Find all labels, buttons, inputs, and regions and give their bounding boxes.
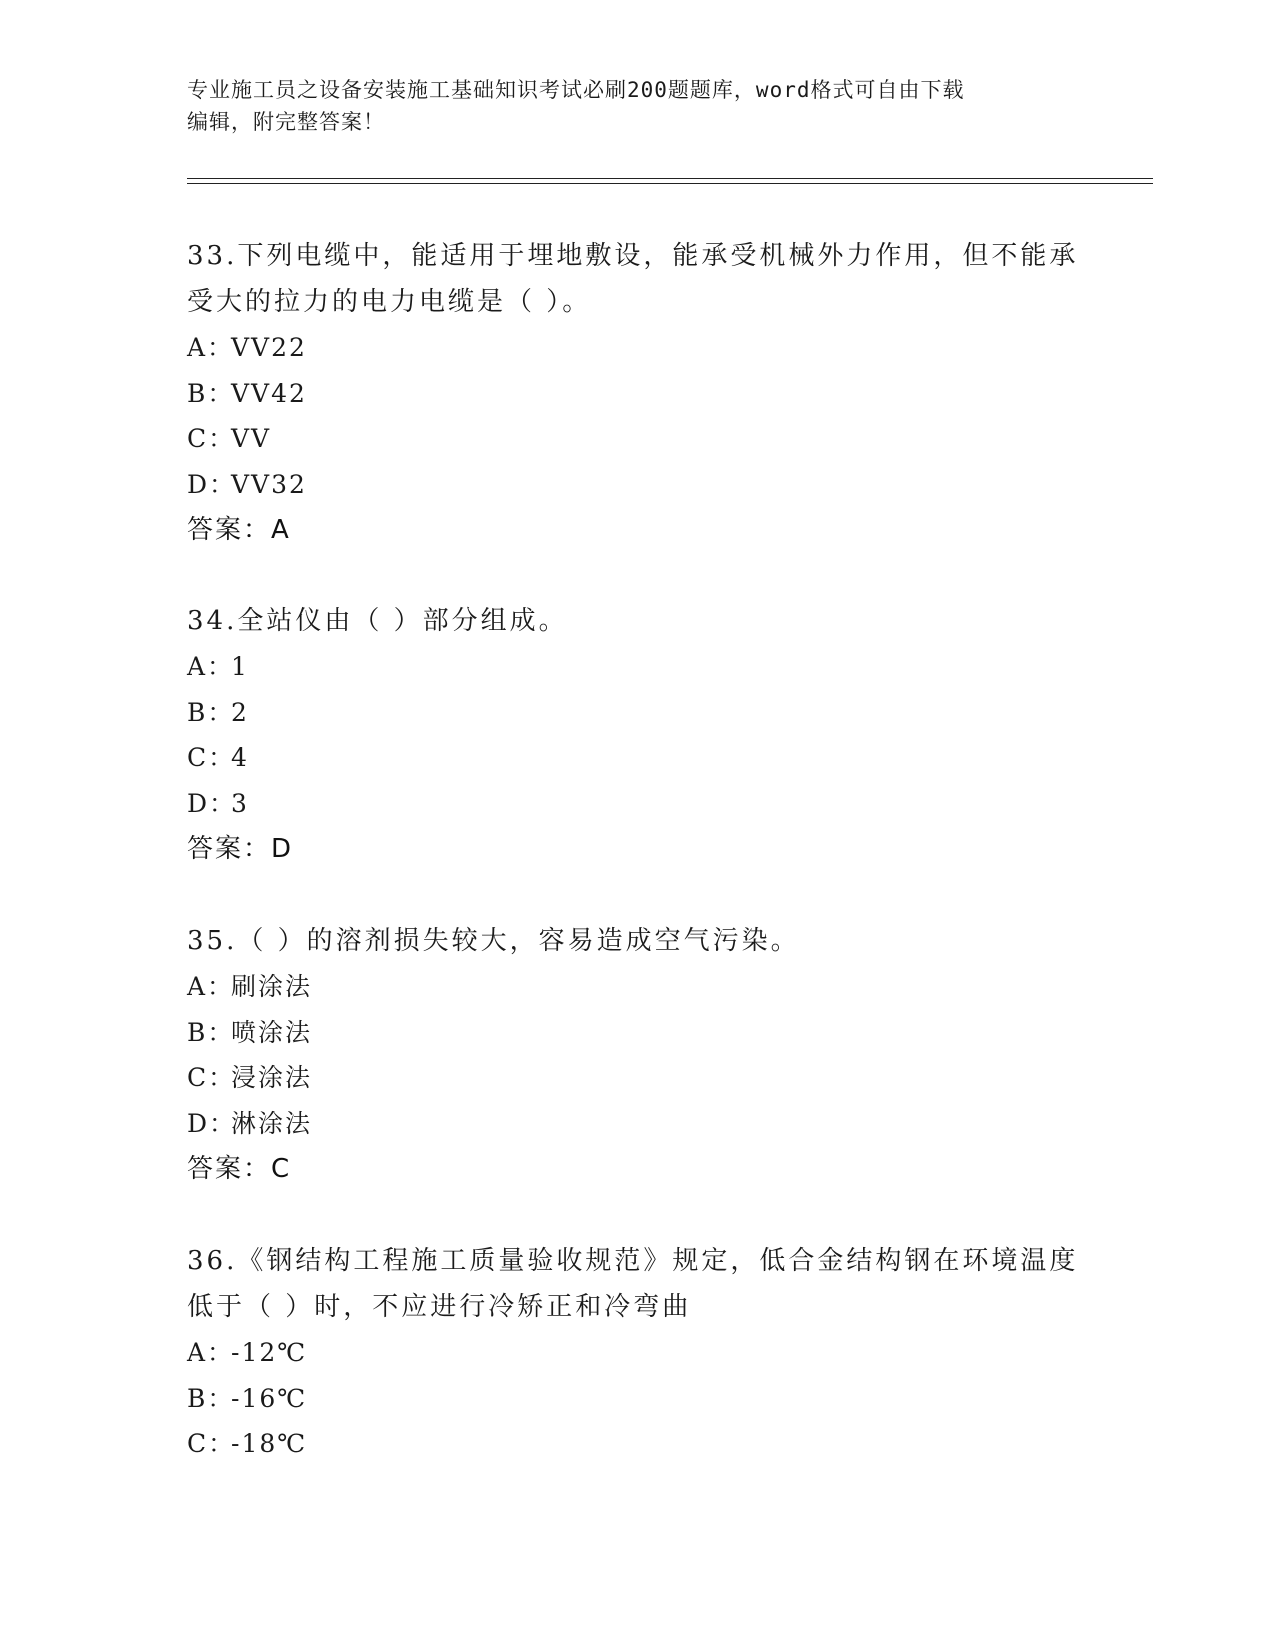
option-key: B： — [187, 1017, 235, 1047]
question-stem-line: 受大的拉力的电力电缆是（ ）。 — [187, 287, 592, 317]
option-d — [187, 781, 1087, 827]
option-c — [187, 735, 1087, 781]
question-36 — [187, 1238, 1087, 1467]
question-35 — [187, 918, 1087, 1192]
option-key: C： — [187, 1063, 236, 1092]
option-key: B： — [187, 378, 235, 408]
option-text: -16℃ — [231, 1383, 308, 1413]
document-header — [187, 74, 1087, 138]
question-stem-line: 36.《钢结构工程施工质量验收规范》规定，低合金结构钢在环境温度 — [187, 1246, 1079, 1276]
answer-line: 答案：C — [187, 1154, 292, 1184]
header-divider-bottom — [187, 183, 1153, 184]
option-key: C： — [187, 1429, 236, 1458]
option-text: 淋涂法 — [231, 1108, 313, 1138]
question-stem-line: 33.下列电缆中，能适用于埋地敷设，能承受机械外力作用，但不能承 — [187, 241, 1079, 271]
option-c — [187, 416, 1087, 462]
option-d — [187, 462, 1087, 508]
option-key: D： — [187, 469, 237, 499]
option-text: -18℃ — [231, 1429, 308, 1458]
option-key: B： — [187, 1383, 235, 1413]
option-key: C： — [187, 424, 236, 453]
option-text: VV22 — [231, 333, 307, 362]
option-c — [187, 1421, 1087, 1467]
option-b — [187, 371, 1087, 417]
question-34 — [187, 598, 1087, 872]
option-key: A： — [187, 333, 235, 362]
option-key: B： — [187, 697, 235, 727]
option-b — [187, 1376, 1087, 1422]
option-c — [187, 1055, 1087, 1101]
option-text: VV42 — [231, 378, 307, 408]
option-key: D： — [187, 788, 237, 818]
document-title-line-1: 专业施工员之设备安装施工基础知识考试必刷200题题库，word格式可自由下载 — [187, 78, 965, 102]
header-divider-top — [187, 178, 1153, 179]
option-text: 浸涂法 — [231, 1063, 313, 1092]
option-text: 2 — [231, 697, 249, 727]
option-a — [187, 1330, 1087, 1376]
option-text: 喷涂法 — [231, 1017, 313, 1047]
option-key: C： — [187, 743, 236, 772]
document-title-line-2: 编辑，附完整答案！ — [187, 110, 385, 134]
option-d — [187, 1101, 1087, 1147]
option-b — [187, 1010, 1087, 1056]
question-stem-line: 低于（ ）时，不应进行冷矫正和冷弯曲 — [187, 1292, 692, 1322]
option-key: A： — [187, 652, 235, 681]
question-stem-line: 34.全站仪由（ ）部分组成。 — [187, 606, 568, 636]
answer-line: 答案：A — [187, 515, 291, 545]
option-text: 3 — [231, 788, 249, 818]
option-text: VV — [231, 424, 272, 453]
option-text: -12℃ — [231, 1338, 308, 1367]
option-key: A： — [187, 1338, 235, 1367]
option-b — [187, 690, 1087, 736]
option-key: A： — [187, 972, 235, 1001]
question-stem-line: 35.（ ）的溶剂损失较大，容易造成空气污染。 — [187, 926, 800, 956]
answer-line: 答案：D — [187, 834, 294, 864]
option-a — [187, 325, 1087, 371]
option-text: 刷涂法 — [231, 972, 313, 1001]
option-key: D： — [187, 1108, 237, 1138]
option-text: 4 — [231, 743, 249, 772]
option-text: 1 — [231, 652, 249, 681]
option-text: VV32 — [231, 469, 307, 499]
option-a — [187, 644, 1087, 690]
option-a — [187, 964, 1087, 1010]
question-33 — [187, 233, 1087, 553]
